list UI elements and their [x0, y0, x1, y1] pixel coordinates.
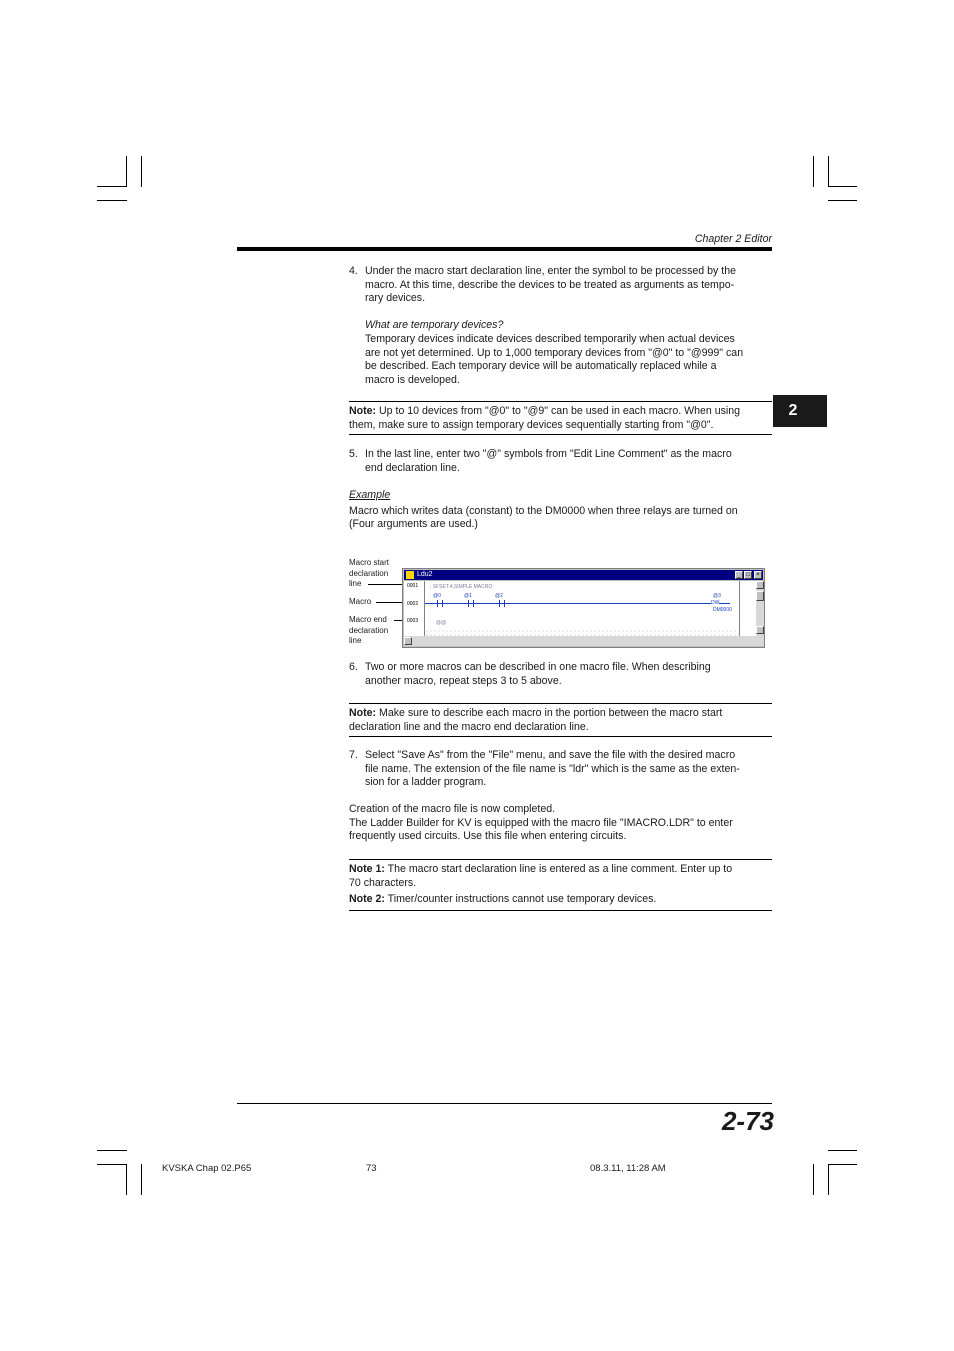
text-line: end declaration line.: [365, 461, 460, 474]
text-line: rary devices.: [365, 292, 426, 305]
crop-mark: [813, 1164, 814, 1195]
example-label: Example: [349, 489, 391, 501]
crop-mark: [97, 1164, 127, 1165]
text-line: frequently used circuits. Use this file when entering circuits.: [349, 830, 627, 843]
text-line: file name. The extension of the file name is "ldr" which is the same as the exten-: [365, 762, 740, 775]
footer-file: KVSKA Chap 02.P65: [162, 1163, 252, 1174]
callout-text: declaration: [349, 625, 389, 635]
text-line: be described. Each temporary device will be automatically replaced while a: [365, 360, 717, 373]
line-number: 0003: [407, 618, 419, 624]
note-text: Make sure to describe each macro in the portion between the macro start: [376, 707, 723, 719]
step-number: 5.: [349, 448, 358, 460]
crop-mark: [828, 1164, 829, 1195]
callout-macro-end: [349, 615, 388, 647]
text-line: (Four arguments are used.): [349, 518, 478, 531]
text-line: Macro which writes data (constant) to the DM0000 when three relays are turned on: [349, 504, 738, 517]
page-number: 2-73: [721, 1106, 774, 1136]
note-label: Note:: [349, 405, 377, 417]
app-icon: [406, 571, 414, 579]
step-number: 7.: [349, 749, 358, 761]
chapter-tab: 2: [773, 395, 827, 427]
crop-mark: [126, 156, 127, 187]
callout-text: Macro start: [349, 558, 390, 567]
contact-label: @1: [464, 593, 472, 599]
window-titlebar[interactable]: [404, 570, 763, 580]
text-line: Temporary devices indicate devices described temporarily when actual devices: [365, 332, 735, 345]
line-comment: ; SFSET:4,SIMPLE MACRO: [430, 584, 493, 590]
notes-box: [349, 859, 772, 911]
ladder-editor[interactable]: [404, 581, 756, 636]
callout-text: line: [349, 636, 362, 645]
destination-label: DM0000: [713, 607, 732, 613]
step-6: [349, 661, 772, 688]
crop-mark: [828, 186, 857, 187]
note-text: declaration line and the macro end declaration line.: [349, 720, 589, 733]
crop-mark: [828, 1150, 857, 1151]
note-label: Note 2:: [349, 893, 385, 906]
text-line: Two or more macros can be described in one macro file. When describing: [365, 661, 711, 673]
text-line: are not yet determined. Up to 1,000 temporary devices from "@0" to "@999" can: [365, 346, 744, 359]
crop-mark: [828, 200, 857, 201]
scroll-thumb[interactable]: [756, 591, 764, 601]
example-section: [349, 489, 772, 532]
note-text: The macro start declaration line is entered as a line comment. Enter up to: [384, 863, 733, 875]
contact-right: [473, 600, 474, 607]
scroll-left-icon[interactable]: [404, 637, 412, 645]
text-line: Creation of the macro file is now completed.: [349, 803, 556, 815]
contact-right: [442, 600, 443, 607]
line-number: 0002: [407, 601, 419, 607]
ladder-window: [402, 568, 765, 648]
crop-mark: [97, 1150, 127, 1151]
crop-mark: [828, 156, 829, 187]
contact-left: [499, 600, 500, 607]
header-rule: [237, 247, 772, 251]
line-number-gutter: [404, 581, 425, 636]
callout-text: declaration: [349, 568, 389, 578]
contact-left: [468, 600, 469, 607]
crop-mark: [813, 156, 814, 187]
text-line: In the last line, enter two "@" symbols from "Edit Line Comment" as the macro: [365, 448, 732, 460]
footer-page: 73: [366, 1163, 377, 1174]
callout-text: Macro: [349, 597, 372, 606]
callout-line: [368, 584, 406, 585]
footer-rule: [237, 1103, 772, 1104]
callout-text: line: [349, 579, 362, 588]
text-line: Select "Save As" from the "File" menu, and save the file with the desired macro: [365, 749, 736, 761]
step-5: [349, 448, 772, 475]
crop-mark: [141, 156, 142, 187]
crop-mark: [828, 1164, 857, 1165]
scroll-up-icon[interactable]: [756, 581, 764, 589]
note-text: them, make sure to assign temporary devices sequentially starting from "@0".: [349, 418, 714, 431]
note-box: [349, 401, 772, 435]
minimize-icon[interactable]: _: [735, 571, 743, 579]
vertical-scrollbar[interactable]: [756, 581, 764, 646]
text-line: sion for a ladder program.: [365, 776, 487, 789]
note-text: Up to 10 devices from "@0" to "@9" can be used in each macro. When using: [376, 405, 741, 417]
text-line: macro is developed.: [365, 373, 460, 386]
text-line: Under the macro start declaration line, enter the symbol to be processed by the: [365, 265, 736, 277]
text-line: another macro, repeat steps 3 to 5 above.: [365, 674, 562, 687]
step-7: [349, 749, 772, 790]
contact-label: @0: [433, 593, 441, 599]
rung-wire: [425, 603, 730, 604]
crop-mark: [141, 1164, 142, 1195]
note-text: 70 characters.: [349, 876, 417, 889]
note-label: Note 1:: [349, 863, 385, 875]
chapter-title: Chapter 2 Editor: [694, 233, 772, 245]
operand-label: @3: [713, 593, 721, 599]
note-text: Timer/counter instructions cannot use temporary devices.: [384, 893, 657, 906]
note-box: [349, 703, 772, 737]
dot-grid: [425, 629, 739, 636]
horizontal-scrollbar[interactable]: [404, 636, 756, 646]
step-4: [349, 265, 772, 388]
crop-mark: [97, 186, 127, 187]
footer-date: 08.3.11, 11:28 AM: [590, 1163, 666, 1174]
callout-text: Macro end: [349, 615, 387, 624]
crop-mark: [97, 200, 127, 201]
callout-macro: [349, 597, 371, 608]
note-label: Note:: [349, 707, 377, 719]
window-title: Ldu2: [417, 571, 433, 578]
scroll-down-icon[interactable]: [756, 626, 764, 634]
closing-paragraph: [349, 803, 772, 844]
step-number: 6.: [349, 661, 358, 673]
contact-left: [437, 600, 438, 607]
instruction-label: DW: [711, 600, 720, 606]
contact-right: [504, 600, 505, 607]
right-rail: [739, 581, 740, 636]
contact-label: @2: [495, 593, 503, 599]
text-line: The Ladder Builder for KV is equipped with the macro file "IMACRO.LDR" to enter: [349, 816, 733, 829]
end-declaration-mark: @@: [436, 620, 447, 626]
subheading: What are temporary devices?: [365, 319, 504, 332]
crop-mark: [126, 1164, 127, 1195]
maximize-icon[interactable]: □: [744, 571, 752, 579]
close-icon[interactable]: ×: [754, 571, 762, 579]
step-number: 4.: [349, 265, 358, 277]
text-line: macro. At this time, describe the devices to be treated as arguments as tempo-: [365, 278, 735, 291]
line-number: 0001: [407, 583, 419, 589]
